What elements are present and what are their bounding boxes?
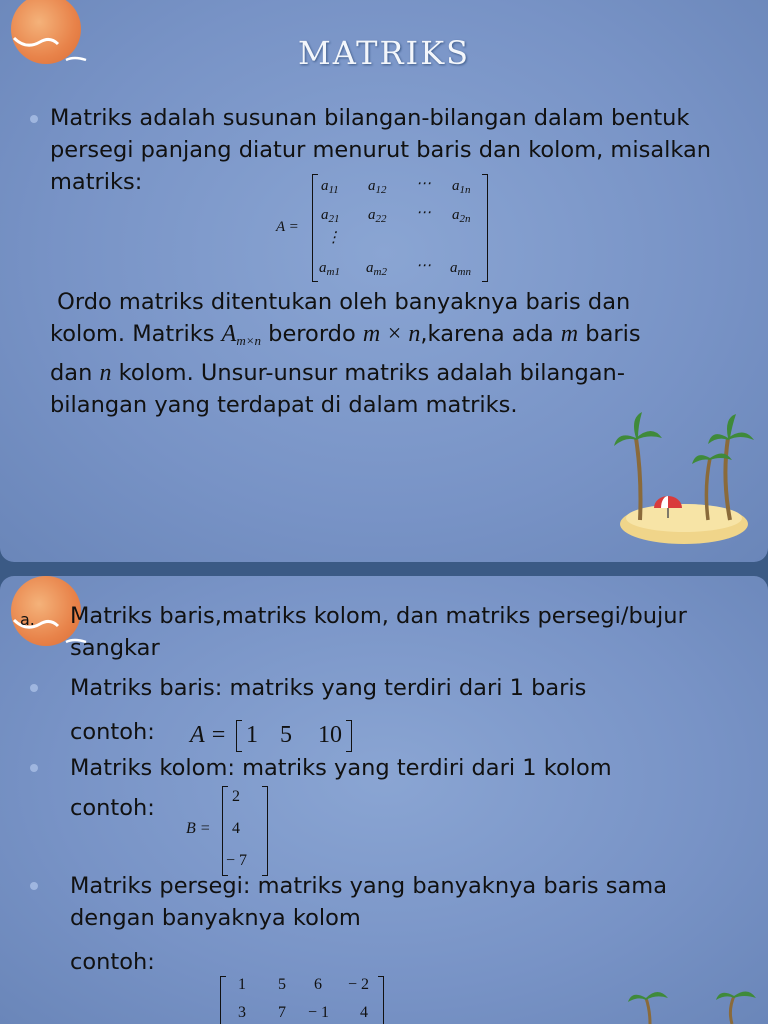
- row-value: 5: [280, 722, 292, 748]
- ordo-line-4: bilangan yang terdapat di dalam matriks.: [50, 392, 518, 418]
- sq-value: 5: [278, 976, 286, 993]
- ordo-line-2: kolom. Matriks $A_{m\times n}$ berordo m × n,karena ada m baris: [50, 321, 641, 348]
- col-value: 4: [232, 820, 240, 837]
- right-bracket: [346, 720, 352, 752]
- column-matrix-name: B =: [186, 820, 211, 837]
- ellipsis-h: ⋯: [416, 176, 431, 192]
- col-value: 2: [232, 788, 240, 805]
- entry-am1: $a_{m1}$: [319, 260, 340, 278]
- left-bracket: [236, 720, 242, 752]
- square-matrix-example: [214, 974, 394, 1024]
- entry-a22: $a_{22}$: [368, 207, 387, 225]
- left-bracket: [312, 174, 318, 282]
- matrix-a-general: [276, 172, 496, 284]
- row-matrix-name: A =: [190, 722, 227, 748]
- ellipsis-h: ⋯: [416, 258, 431, 274]
- sq-value: 3: [238, 1004, 246, 1021]
- column-matrix-example: [186, 786, 276, 878]
- baris-definition: Matriks baris: matriks yang terdiri dari 1 baris: [70, 675, 587, 701]
- palm-tree-icon: [620, 980, 760, 1024]
- entry-amn: $a_{mn}$: [450, 260, 471, 278]
- sq-value: 4: [360, 1004, 368, 1021]
- entry-a1n: $a_{1n}$: [452, 178, 471, 196]
- ordo-line-3: dan n kolom. Unsur-unsur matriks adalah bilangan-: [50, 360, 625, 386]
- right-bracket: [378, 976, 384, 1024]
- col-value: − 7: [226, 852, 248, 869]
- island-palm-icon: [612, 408, 762, 558]
- ordo-paragraph: [50, 286, 750, 421]
- kolom-definition: Matriks kolom: matriks yang terdiri dari 1 kolom: [70, 755, 612, 781]
- row-value: 1: [246, 722, 258, 748]
- contoh-label-1: contoh:: [70, 719, 155, 745]
- entry-a2n: $a_{2n}$: [452, 207, 471, 225]
- bullet-icon: [30, 764, 38, 772]
- entry-am2: $a_{m2}$: [366, 260, 387, 278]
- contoh-label-2: contoh:: [70, 795, 155, 821]
- ellipsis-v: ⋮: [326, 230, 341, 246]
- entry-a12: $a_{12}$: [368, 178, 387, 196]
- right-bracket: [482, 174, 488, 282]
- sq-value: 7: [278, 1004, 286, 1021]
- row-value: 10: [318, 722, 342, 748]
- ellipsis-h: ⋯: [416, 205, 431, 221]
- list-label-a: a.: [20, 610, 35, 629]
- bullet-icon: [30, 882, 38, 890]
- sq-value: 1: [238, 976, 246, 993]
- slide-2: [0, 576, 768, 1024]
- sq-value: 6: [314, 976, 322, 993]
- sq-value: − 1: [308, 1004, 330, 1021]
- left-bracket: [220, 976, 226, 1024]
- sq-value: − 2: [348, 976, 370, 993]
- bullet-icon: [30, 684, 38, 692]
- ordo-line-1: Ordo matriks ditentukan oleh banyaknya baris dan: [57, 289, 631, 315]
- intro-paragraph: Matriks adalah susunan bilangan-bilangan dalam bentuk persegi panjang diatur menurut baris dan kolom, misalkan matriks:: [50, 105, 712, 195]
- contoh-label-3: contoh:: [70, 949, 155, 975]
- entry-a21: $a_{21}$: [321, 207, 340, 225]
- bullet-icon: [30, 115, 38, 123]
- persegi-definition: Matriks persegi: matriks yang banyaknya baris sama dengan banyaknya kolom: [70, 873, 668, 931]
- entry-a11: $a_{11}$: [321, 178, 339, 196]
- row-matrix-example: [190, 720, 370, 754]
- slide-title: MATRIKS: [297, 34, 471, 72]
- right-bracket: [262, 786, 268, 876]
- matrix-name: A =: [276, 219, 299, 235]
- item-a-text: Matriks baris,matriks kolom, dan matriks persegi/bujur sangkar: [70, 603, 687, 661]
